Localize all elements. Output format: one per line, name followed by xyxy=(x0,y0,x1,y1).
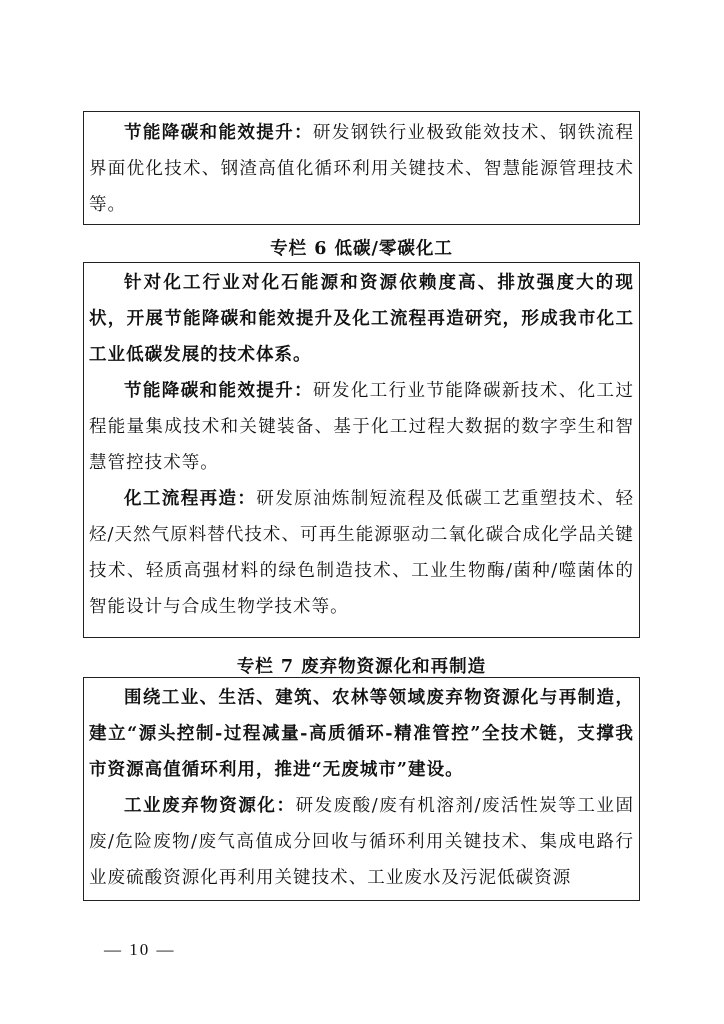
paragraph-lead: 节能降碳和能效提升： xyxy=(124,381,314,401)
column-caption-7: 专栏 7 废弃物资源化和再制造 xyxy=(236,657,487,677)
text-box-chemical xyxy=(83,262,640,638)
column-caption-6: 专栏 6 低碳/零碳化工 xyxy=(270,239,453,259)
paragraph-text: 研发废酸/废有机溶剂/废活性炭等工业固废/危险废物/废气高值成分回收与循环利用关键技术、集成电路行业废硫酸资源化再利用关键技术、工业废水及污泥低碳资源 xyxy=(89,796,635,888)
paragraph-text: 研发化工行业节能降碳新技术、化工过程能量集成技术和关键装备、基于化工过程大数据的数字孪生和智慧管控技术等。 xyxy=(89,381,634,473)
text-box-steel xyxy=(83,111,640,225)
paragraph-chemical-intro: 针对化工行业对化石能源和资源依赖度高、排放强度大的现状，开展节能降碳和能效提升及化工流程再造研究，形成我市化工工业低碳发展的技术体系。 xyxy=(89,273,634,365)
paragraph-industrial-waste xyxy=(84,788,639,896)
paragraph-waste-intro: 围绕工业、生活、建筑、农林等领域废弃物资源化与再制造，建立“源头控制-过程减量-高质循环-精准管控”全技术链，支撑我市资源高值循环利用，推进“无废城市”建设。 xyxy=(89,688,634,780)
paragraph-lead: 工业废弃物资源化： xyxy=(124,796,296,816)
page-number: — 10 — xyxy=(104,940,176,959)
paragraph-chemical-energy xyxy=(84,373,639,481)
paragraph-chemical-process xyxy=(84,481,639,625)
paragraph-lead: 节能降碳和能效提升： xyxy=(124,123,314,143)
paragraph-lead: 化工流程再造： xyxy=(124,489,257,509)
paragraph-steel-energy xyxy=(84,115,639,223)
text-box-waste xyxy=(83,677,640,901)
paragraph-text: 研发原油炼制短流程及低碳工艺重塑技术、轻烃/天然气原料替代技术、可再生能源驱动二氧化碳合成化学品关键技术、轻质高强材料的绿色制造技术、工业生物酶/菌种/噬菌体的智能设计与合成生物学技术等。 xyxy=(89,489,634,617)
paragraph-text: 研发钢铁行业极致能效技术、钢铁流程界面优化技术、钢渣高值化循环利用关键技术、智慧能源管理技术等。 xyxy=(89,123,634,215)
